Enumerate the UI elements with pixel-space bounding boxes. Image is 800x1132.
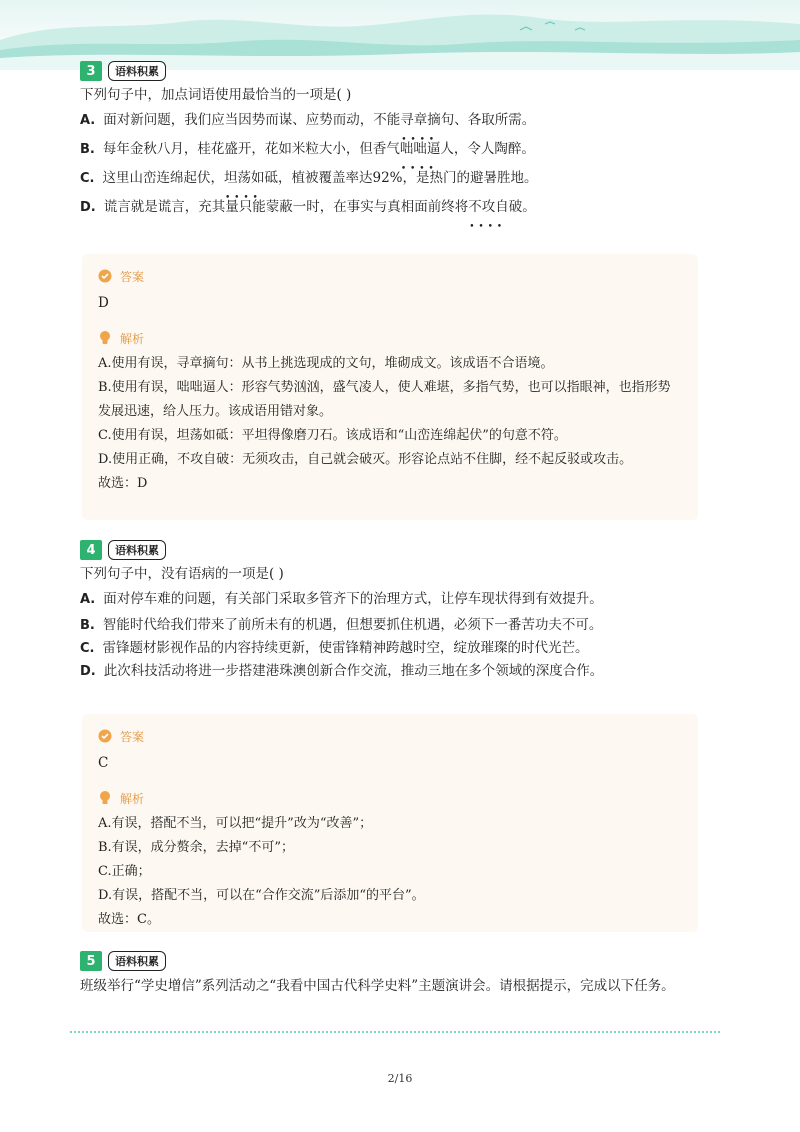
- option-b: B. 智能时代给我们带来了前所未有的机遇，但想要抓住机遇，必须下一番苦功夫不可。: [80, 617, 603, 633]
- answer-value: C: [98, 755, 109, 771]
- question-number-badge: 4: [80, 540, 102, 560]
- question-tag: 语料积累: [108, 951, 166, 971]
- question-tag: 语料积累: [108, 540, 166, 560]
- option-d: D. 此次科技活动将进一步搭建港珠澳创新合作交流，推动三地在多个领域的深度合作。: [80, 663, 604, 679]
- option-a: A. 面对新问题，我们应当因势而谋、应势而动，不能寻章摘句 • • • •、各取所需。: [80, 106, 720, 135]
- option-c: C. 这里山峦连绵起伏，坦荡如砥 • • • •，植被覆盖率达92%，是热门的避暑胜地。: [80, 164, 720, 193]
- page-number: 2/16: [387, 1072, 413, 1085]
- option-c: C. 雷锋题材影视作品的内容持续更新，使雷锋精神跨越时空，绽放璀璨的时代光芒。: [80, 640, 589, 656]
- lightbulb-icon: [98, 330, 112, 346]
- check-circle-icon: [98, 729, 112, 743]
- analysis-label: 解析: [98, 328, 682, 348]
- option-b: B. 每年金秋八月，桂花盛开，花如米粒大小，但香气咄咄逼人 • • • •，令人陶醉。: [80, 135, 720, 164]
- question-stem: 下列句子中，加点词语使用最恰当的一项是( ): [80, 87, 352, 103]
- question-number-badge: 3: [80, 61, 102, 81]
- analysis-text: A.有误，搭配不当，可以把“提升”改为“改善”； B.有误，成分赘余，去掉“不可”； C.正确； D.有误，搭配不当，可以在“合作交流”后添加“的平台”。 故选：C。: [98, 816, 425, 927]
- analysis-label: 解析: [98, 788, 682, 808]
- question-5: [80, 950, 720, 998]
- check-circle-icon: [98, 269, 112, 283]
- dotted-divider: [70, 1031, 720, 1033]
- question-tag: 语料积累: [108, 61, 166, 81]
- lightbulb-icon: [98, 790, 112, 806]
- question-stem: 班级举行“学史增信”系列活动之“我看中国古代科学史料”主题演讲会。请根据提示，完成以下任务。: [80, 978, 675, 994]
- question-4: [80, 539, 720, 683]
- answer-panel-4: [82, 714, 698, 932]
- question-stem: 下列句子中，没有语病的一项是( ): [80, 566, 284, 582]
- answer-panel-3: [82, 254, 698, 520]
- answer-label: 答案: [98, 266, 682, 286]
- answer-label: 答案: [98, 726, 682, 746]
- answer-value: D: [98, 295, 109, 311]
- question-number-badge: 5: [80, 951, 102, 971]
- option-a: A. 面对停车难的问题，有关部门采取多管齐下的治理方式，让停车现状得到有效提升。: [80, 591, 603, 607]
- analysis-text: A.使用有误，寻章摘句：从书上挑选现成的文句，堆砌成文。该成语不合语境。 B.使用有误，咄咄逼人：形容气势汹汹，盛气凌人，使人难堪，多指气势，也可以指眼神，也指形势发展迅速，给人压力。该成语用错对象。 C.使用有误，坦荡如砥：平坦得像磨刀石。该成语和“山峦连绵起伏”的句意不符。 D.使用正确，不攻自破：无须攻击，自己就会破灭。形容论点站不住脚，经不起反驳或攻击。 故选：D: [98, 356, 671, 491]
- option-d: D. 谎言就是谎言，充其量只能蒙蔽一时，在事实与真相面前终将不攻自破 • • • •。: [80, 193, 720, 222]
- question-3: [80, 60, 720, 222]
